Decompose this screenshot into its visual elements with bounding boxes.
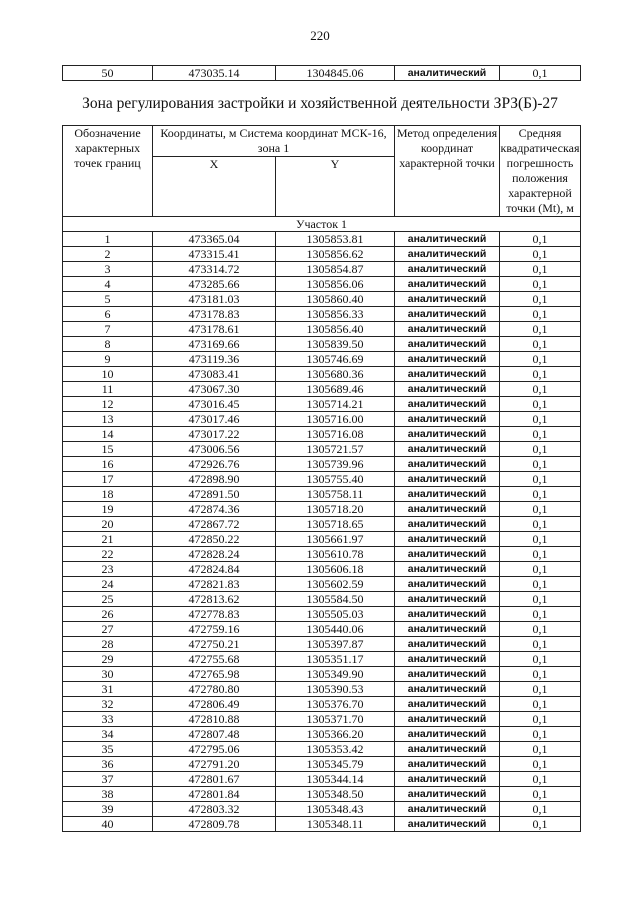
point-number: 37: [63, 772, 153, 787]
table-row: [63, 292, 581, 307]
coord-x: 472806.49: [153, 697, 276, 712]
table-row: [63, 247, 581, 262]
coord-x: 473016.45: [153, 397, 276, 412]
method: аналитический: [395, 577, 500, 592]
point-number: 29: [63, 652, 153, 667]
point-number: 22: [63, 547, 153, 562]
table-row: [63, 412, 581, 427]
coord-y: 1305856.06: [276, 277, 395, 292]
coord-y: 1305856.33: [276, 307, 395, 322]
table-row: [63, 262, 581, 277]
method: аналитический: [395, 727, 500, 742]
coord-x: 473285.66: [153, 277, 276, 292]
coord-y: 1305610.78: [276, 547, 395, 562]
coord-x: 472810.88: [153, 712, 276, 727]
table-row: [63, 712, 581, 727]
point-number: 20: [63, 517, 153, 532]
coord-y: 1305746.69: [276, 352, 395, 367]
accuracy: 0,1: [500, 667, 581, 682]
section-label: Участок 1: [63, 217, 581, 232]
method: аналитический: [395, 652, 500, 667]
method: аналитический: [395, 562, 500, 577]
coord-y: 1305440.06: [276, 622, 395, 637]
table-row: [63, 562, 581, 577]
point-number: 19: [63, 502, 153, 517]
accuracy: 0,1: [500, 427, 581, 442]
coord-x: 473178.83: [153, 307, 276, 322]
table-row: [63, 787, 581, 802]
accuracy: 0,1: [500, 532, 581, 547]
coord-x: 472821.83: [153, 577, 276, 592]
accuracy: 0,1: [500, 337, 581, 352]
accuracy: 0,1: [500, 547, 581, 562]
table-row: [63, 382, 581, 397]
method: аналитический: [395, 817, 500, 832]
method: аналитический: [395, 337, 500, 352]
table-row: [63, 487, 581, 502]
point-number: 33: [63, 712, 153, 727]
accuracy: 0,1: [500, 412, 581, 427]
accuracy: 0,1: [500, 247, 581, 262]
coord-y: 1305689.46: [276, 382, 395, 397]
coord-y: 1304845.06: [276, 66, 395, 81]
accuracy: 0,1: [500, 277, 581, 292]
coord-y: 1305854.87: [276, 262, 395, 277]
table-row: [63, 322, 581, 337]
method: аналитический: [395, 472, 500, 487]
coord-x: 473006.56: [153, 442, 276, 457]
method: аналитический: [395, 277, 500, 292]
accuracy: 0,1: [500, 562, 581, 577]
coord-x: 472813.62: [153, 592, 276, 607]
point-number: 50: [63, 66, 153, 81]
table-row: [63, 682, 581, 697]
method: аналитический: [395, 757, 500, 772]
coord-y: 1305353.42: [276, 742, 395, 757]
coord-x: 472807.48: [153, 727, 276, 742]
method: аналитический: [395, 292, 500, 307]
point-number: 38: [63, 787, 153, 802]
coord-x: 472750.21: [153, 637, 276, 652]
coord-y: 1305348.43: [276, 802, 395, 817]
accuracy: 0,1: [500, 727, 581, 742]
coord-y: 1305714.21: [276, 397, 395, 412]
accuracy: 0,1: [500, 622, 581, 637]
accuracy: 0,1: [500, 742, 581, 757]
method: аналитический: [395, 232, 500, 247]
coord-x: 472755.68: [153, 652, 276, 667]
coord-y: 1305718.65: [276, 517, 395, 532]
point-number: 3: [63, 262, 153, 277]
coord-x: 472803.32: [153, 802, 276, 817]
point-number: 4: [63, 277, 153, 292]
coord-y: 1305721.57: [276, 442, 395, 457]
coord-x: 473181.03: [153, 292, 276, 307]
point-number: 39: [63, 802, 153, 817]
coord-y: 1305348.11: [276, 817, 395, 832]
coord-x: 473035.14: [153, 66, 276, 81]
point-number: 36: [63, 757, 153, 772]
table-row: [63, 442, 581, 457]
table-row: [63, 532, 581, 547]
table-row: [63, 307, 581, 322]
coord-y: 1305348.50: [276, 787, 395, 802]
point-number: 35: [63, 742, 153, 757]
point-number: 40: [63, 817, 153, 832]
method: аналитический: [395, 397, 500, 412]
table-row: [63, 697, 581, 712]
coord-x: 472867.72: [153, 517, 276, 532]
accuracy: 0,1: [500, 382, 581, 397]
coord-x: 472765.98: [153, 667, 276, 682]
point-number: 12: [63, 397, 153, 412]
coord-y: 1305345.79: [276, 757, 395, 772]
table-row: [63, 727, 581, 742]
accuracy: 0,1: [500, 577, 581, 592]
accuracy: 0,1: [500, 457, 581, 472]
method: аналитический: [395, 352, 500, 367]
coord-x: 472795.06: [153, 742, 276, 757]
coord-y: 1305376.70: [276, 697, 395, 712]
coord-x: 472898.90: [153, 472, 276, 487]
coord-y: 1305390.53: [276, 682, 395, 697]
table-row: [63, 367, 581, 382]
point-number: 1: [63, 232, 153, 247]
accuracy: 0,1: [500, 607, 581, 622]
table-row: [63, 337, 581, 352]
accuracy: 0,1: [500, 66, 581, 81]
table-row: [63, 457, 581, 472]
method: аналитический: [395, 742, 500, 757]
accuracy: 0,1: [500, 472, 581, 487]
header-point: Обозначение характерных точек границ: [63, 126, 153, 217]
method: аналитический: [395, 412, 500, 427]
method: аналитический: [395, 592, 500, 607]
coord-y: 1305716.08: [276, 427, 395, 442]
coord-y: 1305602.59: [276, 577, 395, 592]
coord-x: 473017.22: [153, 427, 276, 442]
point-number: 9: [63, 352, 153, 367]
point-number: 30: [63, 667, 153, 682]
point-number: 8: [63, 337, 153, 352]
method: аналитический: [395, 772, 500, 787]
table-row: [63, 772, 581, 787]
table-row: [63, 577, 581, 592]
coord-x: 472926.76: [153, 457, 276, 472]
table-row: [63, 472, 581, 487]
method: аналитический: [395, 787, 500, 802]
coord-x: 473365.04: [153, 232, 276, 247]
coord-x: 472801.67: [153, 772, 276, 787]
point-number: 5: [63, 292, 153, 307]
method: аналитический: [395, 712, 500, 727]
coord-y: 1305661.97: [276, 532, 395, 547]
method: аналитический: [395, 502, 500, 517]
table-row: [63, 232, 581, 247]
coord-x: 472874.36: [153, 502, 276, 517]
table-row: [63, 547, 581, 562]
method: аналитический: [395, 262, 500, 277]
coord-x: 472824.84: [153, 562, 276, 577]
coord-y: 1305716.00: [276, 412, 395, 427]
page-number: 220: [310, 28, 330, 43]
accuracy: 0,1: [500, 232, 581, 247]
coord-x: 472809.78: [153, 817, 276, 832]
point-number: 32: [63, 697, 153, 712]
coord-y: 1305349.90: [276, 667, 395, 682]
point-number: 11: [63, 382, 153, 397]
method: аналитический: [395, 682, 500, 697]
table-row: [63, 592, 581, 607]
method: аналитический: [395, 667, 500, 682]
previous-table-continuation: [62, 65, 581, 81]
accuracy: 0,1: [500, 712, 581, 727]
method: аналитический: [395, 532, 500, 547]
accuracy: 0,1: [500, 502, 581, 517]
coord-y: 1305856.62: [276, 247, 395, 262]
coord-y: 1305351.17: [276, 652, 395, 667]
accuracy: 0,1: [500, 292, 581, 307]
method: аналитический: [395, 637, 500, 652]
point-number: 17: [63, 472, 153, 487]
accuracy: 0,1: [500, 517, 581, 532]
method: аналитический: [395, 802, 500, 817]
coord-x: 473178.61: [153, 322, 276, 337]
accuracy: 0,1: [500, 442, 581, 457]
coord-y: 1305397.87: [276, 637, 395, 652]
point-number: 10: [63, 367, 153, 382]
header-y: Y: [276, 157, 395, 217]
method: аналитический: [395, 247, 500, 262]
method: аналитический: [395, 322, 500, 337]
method: аналитический: [395, 607, 500, 622]
table-row: [63, 502, 581, 517]
method: аналитический: [395, 547, 500, 562]
point-number: 15: [63, 442, 153, 457]
method: аналитический: [395, 66, 500, 81]
header-accuracy: Средняя квадратическая погрешность положения характерной точки (Mt), м: [500, 126, 580, 215]
table-row: [63, 427, 581, 442]
coord-y: 1305755.40: [276, 472, 395, 487]
point-number: 28: [63, 637, 153, 652]
point-number: 21: [63, 532, 153, 547]
accuracy: 0,1: [500, 652, 581, 667]
point-number: 25: [63, 592, 153, 607]
accuracy: 0,1: [500, 817, 581, 832]
coord-x: 472791.20: [153, 757, 276, 772]
accuracy: 0,1: [500, 682, 581, 697]
table-row: [63, 817, 581, 832]
coord-y: 1305718.20: [276, 502, 395, 517]
point-number: 18: [63, 487, 153, 502]
coord-x: 472801.84: [153, 787, 276, 802]
table-row: [63, 622, 581, 637]
accuracy: 0,1: [500, 262, 581, 277]
point-number: 27: [63, 622, 153, 637]
table-row: [63, 652, 581, 667]
coord-y: 1305856.40: [276, 322, 395, 337]
table-row: [63, 607, 581, 622]
point-number: 16: [63, 457, 153, 472]
coord-x: 473169.66: [153, 337, 276, 352]
coord-x: 472759.16: [153, 622, 276, 637]
table-row: [63, 397, 581, 412]
header-coords: Координаты, м Система координат МСК-16, зона 1: [153, 126, 395, 157]
accuracy: 0,1: [500, 487, 581, 502]
coord-y: 1305505.03: [276, 607, 395, 622]
accuracy: 0,1: [500, 307, 581, 322]
point-number: 34: [63, 727, 153, 742]
coord-y: 1305606.18: [276, 562, 395, 577]
method: аналитический: [395, 457, 500, 472]
accuracy: 0,1: [500, 757, 581, 772]
method: аналитический: [395, 307, 500, 322]
coord-y: 1305758.11: [276, 487, 395, 502]
point-number: 23: [63, 562, 153, 577]
table-row: [63, 757, 581, 772]
method: аналитический: [395, 382, 500, 397]
point-number: 24: [63, 577, 153, 592]
accuracy: 0,1: [500, 637, 581, 652]
header-method: Метод определения координат характерной точки: [395, 126, 500, 217]
coord-x: 472828.24: [153, 547, 276, 562]
table-row: [63, 802, 581, 817]
coord-x: 472891.50: [153, 487, 276, 502]
table-row: [63, 352, 581, 367]
coord-x: 473315.41: [153, 247, 276, 262]
point-number: 13: [63, 412, 153, 427]
coord-x: 473017.46: [153, 412, 276, 427]
accuracy: 0,1: [500, 787, 581, 802]
coord-y: 1305680.36: [276, 367, 395, 382]
coord-x: 473083.41: [153, 367, 276, 382]
method: аналитический: [395, 517, 500, 532]
header-x: X: [153, 157, 276, 217]
method: аналитический: [395, 367, 500, 382]
coord-x: 473067.30: [153, 382, 276, 397]
zone-title: Зона регулирования застройки и хозяйственной деятельности ЗРЗ(Б)-27: [82, 95, 558, 112]
coordinates-table: [62, 125, 581, 832]
accuracy: 0,1: [500, 772, 581, 787]
accuracy: 0,1: [500, 367, 581, 382]
accuracy: 0,1: [500, 397, 581, 412]
coord-y: 1305366.20: [276, 727, 395, 742]
accuracy: 0,1: [500, 592, 581, 607]
coord-y: 1305839.50: [276, 337, 395, 352]
point-number: 31: [63, 682, 153, 697]
point-number: 2: [63, 247, 153, 262]
coord-y: 1305584.50: [276, 592, 395, 607]
table-row: [63, 742, 581, 757]
method: аналитический: [395, 442, 500, 457]
table-row: [63, 667, 581, 682]
point-number: 6: [63, 307, 153, 322]
accuracy: 0,1: [500, 697, 581, 712]
coord-y: 1305853.81: [276, 232, 395, 247]
coord-y: 1305371.70: [276, 712, 395, 727]
method: аналитический: [395, 487, 500, 502]
coord-y: 1305344.14: [276, 772, 395, 787]
coord-x: 472780.80: [153, 682, 276, 697]
point-number: 26: [63, 607, 153, 622]
method: аналитический: [395, 622, 500, 637]
table-row: [63, 277, 581, 292]
point-number: 7: [63, 322, 153, 337]
method: аналитический: [395, 697, 500, 712]
accuracy: 0,1: [500, 352, 581, 367]
table-row: [63, 517, 581, 532]
coord-x: 472850.22: [153, 532, 276, 547]
accuracy: 0,1: [500, 322, 581, 337]
coord-x: 472778.83: [153, 607, 276, 622]
coord-y: 1305860.40: [276, 292, 395, 307]
table-row: [63, 637, 581, 652]
table-row: [63, 66, 581, 81]
point-number: 14: [63, 427, 153, 442]
coord-x: 473314.72: [153, 262, 276, 277]
coord-x: 473119.36: [153, 352, 276, 367]
coord-y: 1305739.96: [276, 457, 395, 472]
accuracy: 0,1: [500, 802, 581, 817]
method: аналитический: [395, 427, 500, 442]
